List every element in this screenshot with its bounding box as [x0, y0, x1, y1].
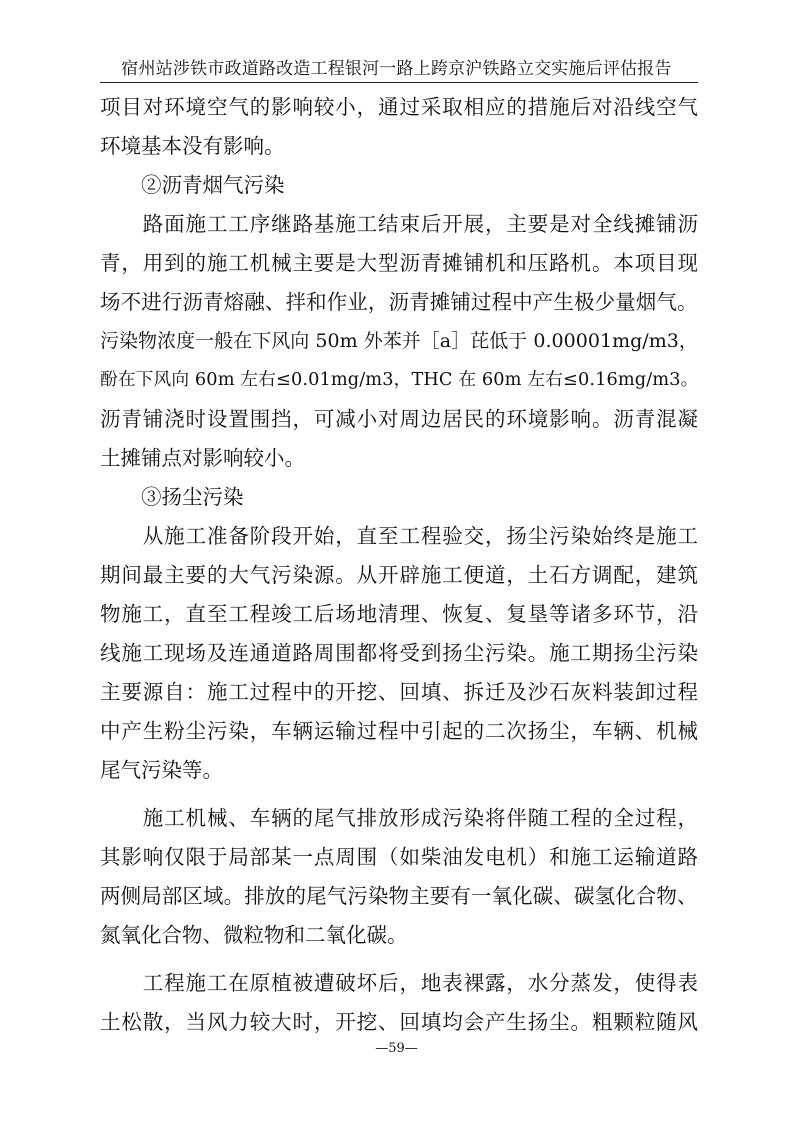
text-line: 氮氧化合物、微粒物和二氧化碳。 — [100, 923, 408, 947]
running-header: 宿州站涉铁市政道路改造工程银河一路上跨京沪铁路立交实施后评估报告 — [121, 59, 672, 79]
text-line: 物施工，直至工程竣工后场地清理、恢复、复垦等诸多环节，沿 — [100, 602, 699, 626]
text-line: 沥青铺浇时设置围挡，可减小对周边居民的环境影响。沥青混凝 — [100, 407, 699, 431]
header-rule — [100, 82, 698, 83]
text-line: 线施工现场及连通道路周围都将受到扬尘污染。施工期扬尘污染 — [100, 641, 699, 665]
text-line: 项目对环境空气的影响较小，通过采取相应的措施后对沿线空气 — [100, 95, 699, 119]
text-line: ②沥青烟气污染 — [100, 173, 285, 197]
text-line: ③扬尘污染 — [100, 485, 244, 509]
text-line: 路面施工工序继路基施工结束后开展，主要是对全线摊铺沥 — [100, 212, 699, 236]
text-line: 场不进行沥青熔融、拌和作业，沥青摊铺过程中产生极少量烟气。 — [100, 290, 698, 314]
text-line: 青，用到的施工机械主要是大型沥青摊铺机和压路机。本项目现 — [100, 251, 699, 275]
text-line: 其影响仅限于局部某一点周围（如柴油发电机）和施工运输道路 — [100, 845, 699, 869]
text-line: 尾气污染等。 — [100, 758, 223, 782]
text-line: 土摊铺点对影响较小。 — [100, 446, 305, 470]
text-line: 中产生粉尘污染，车辆运输过程中引起的二次扬尘，车辆、机械 — [100, 719, 699, 743]
text-line: 土松散，当风力较大时，开挖、回填均会产生扬尘。粗颗粒随风 — [100, 1010, 699, 1034]
text-line: 主要源自：施工过程中的开挖、回填、拆迁及沙石灰料装卸过程 — [100, 680, 699, 704]
text-line: 两侧局部区域。排放的尾气污染物主要有一氧化碳、碳氢化合物、 — [100, 884, 698, 908]
text-line: 酚在下风向 60m 左右≤0.01mg/m3，THC 在 60m 左右≤0.16mg/m3。 — [100, 370, 699, 390]
text-line: 施工机械、车辆的尾气排放形成污染将伴随工程的全过程， — [100, 806, 699, 830]
text-line: 从施工准备阶段开始，直至工程验交，扬尘污染始终是施工 — [100, 524, 699, 548]
text-line: 环境基本没有影响。 — [100, 134, 285, 158]
page-number: —59— — [375, 1041, 418, 1056]
text-line: 工程施工在原植被遭破坏后，地表裸露，水分蒸发，使得表 — [100, 971, 699, 995]
text-line: 期间最主要的大气污染源。从开辟施工便道，土石方调配，建筑 — [100, 563, 699, 587]
text-line: 污染物浓度一般在下风向 50m 外苯并［a］芘低于 0.00001mg/m3， — [100, 330, 698, 352]
body-text — [100, 88, 698, 1042]
